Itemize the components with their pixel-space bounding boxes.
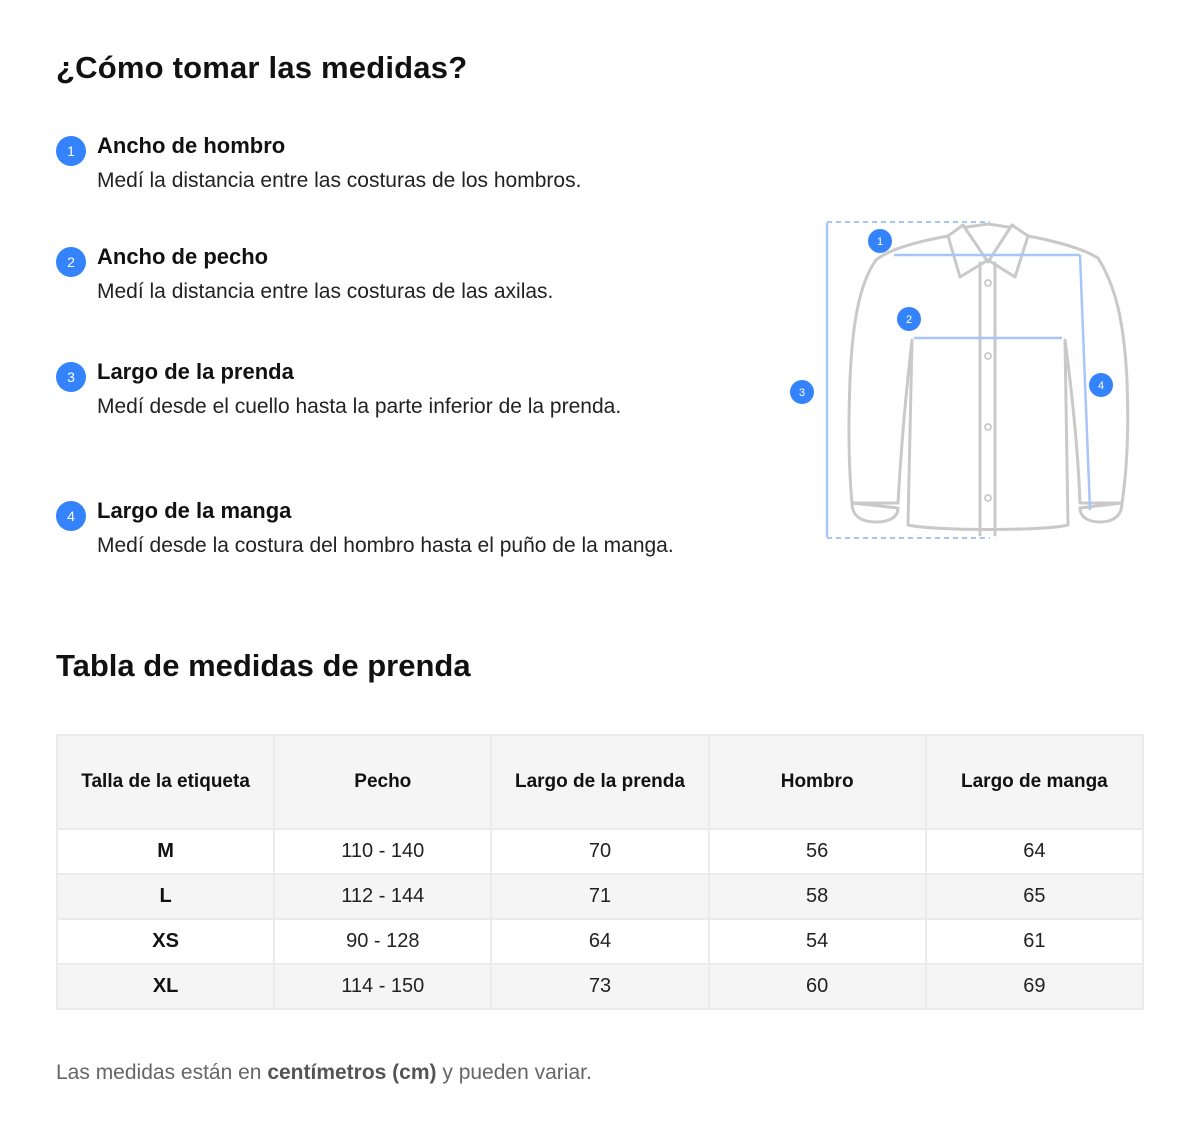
column-header-shoulder: Hombro [709,735,926,829]
units-note [56,1061,592,1085]
diagram-marker-2 [897,307,921,331]
step-number-badge: 1 [56,136,86,166]
page-title: ¿Cómo tomar las medidas? [56,50,468,85]
sleeve-length-cell: 69 [926,964,1143,1009]
garment-length-cell: 64 [491,919,708,964]
size-table-title: Tabla de medidas de prenda [56,648,471,683]
shoulder-cell: 60 [709,964,926,1009]
column-header-chest: Pecho [274,735,491,829]
chest-cell: 114 - 150 [274,964,491,1009]
svg-text:4: 4 [1097,380,1105,392]
size-cell: XS [57,919,274,964]
step-title: Largo de la manga [97,498,292,523]
step-description: Medí desde el cuello hasta la parte inferior de la prenda. [97,395,622,418]
units-note-text: Las medidas están en [56,1061,268,1084]
units-note-text-end: y pueden variar. [436,1061,592,1084]
table-row [57,874,1143,919]
garment-length-cell: 70 [491,829,708,874]
shoulder-cell: 54 [709,919,926,964]
size-cell: XL [57,964,274,1009]
shirt-icon [780,205,1160,555]
table-row [57,919,1143,964]
step-number-badge: 2 [56,247,86,277]
step-title: Largo de la prenda [97,359,294,384]
chest-cell: 90 - 128 [274,919,491,964]
svg-text:1: 1 [876,236,884,248]
garment-length-cell: 71 [491,874,708,919]
chest-cell: 112 - 144 [274,874,491,919]
units-note-unit: centímetros (cm) [267,1061,437,1084]
step-description: Medí desde la costura del hombro hasta el puño de la manga. [97,534,674,557]
step-description: Medí la distancia entre las costuras de los hombros. [97,169,582,192]
diagram-marker-1 [868,229,892,253]
svg-text:2: 2 [905,314,913,326]
diagram-marker-3 [790,380,814,404]
svg-text:3: 3 [798,387,806,399]
step-title: Ancho de pecho [97,244,269,269]
column-header-garment-length: Largo de la prenda [491,735,708,829]
column-header-size-label: Talla de la etiqueta [57,735,274,829]
table-header-row [57,735,1143,829]
column-header-sleeve-length: Largo de manga [926,735,1143,829]
size-table [56,734,1144,1010]
sleeve-length-cell: 61 [926,919,1143,964]
size-cell: M [57,829,274,874]
step-number-badge: 3 [56,362,86,392]
step-number-badge: 4 [56,501,86,531]
table-row [57,964,1143,1009]
step-title: Ancho de hombro [97,133,286,158]
diagram-marker-4 [1089,373,1113,397]
garment-length-cell: 73 [491,964,708,1009]
shoulder-cell: 56 [709,829,926,874]
shoulder-cell: 58 [709,874,926,919]
size-cell: L [57,874,274,919]
table-row [57,829,1143,874]
chest-cell: 110 - 140 [274,829,491,874]
sleeve-length-cell: 65 [926,874,1143,919]
sleeve-length-cell: 64 [926,829,1143,874]
step-description: Medí la distancia entre las costuras de las axilas. [97,280,554,303]
